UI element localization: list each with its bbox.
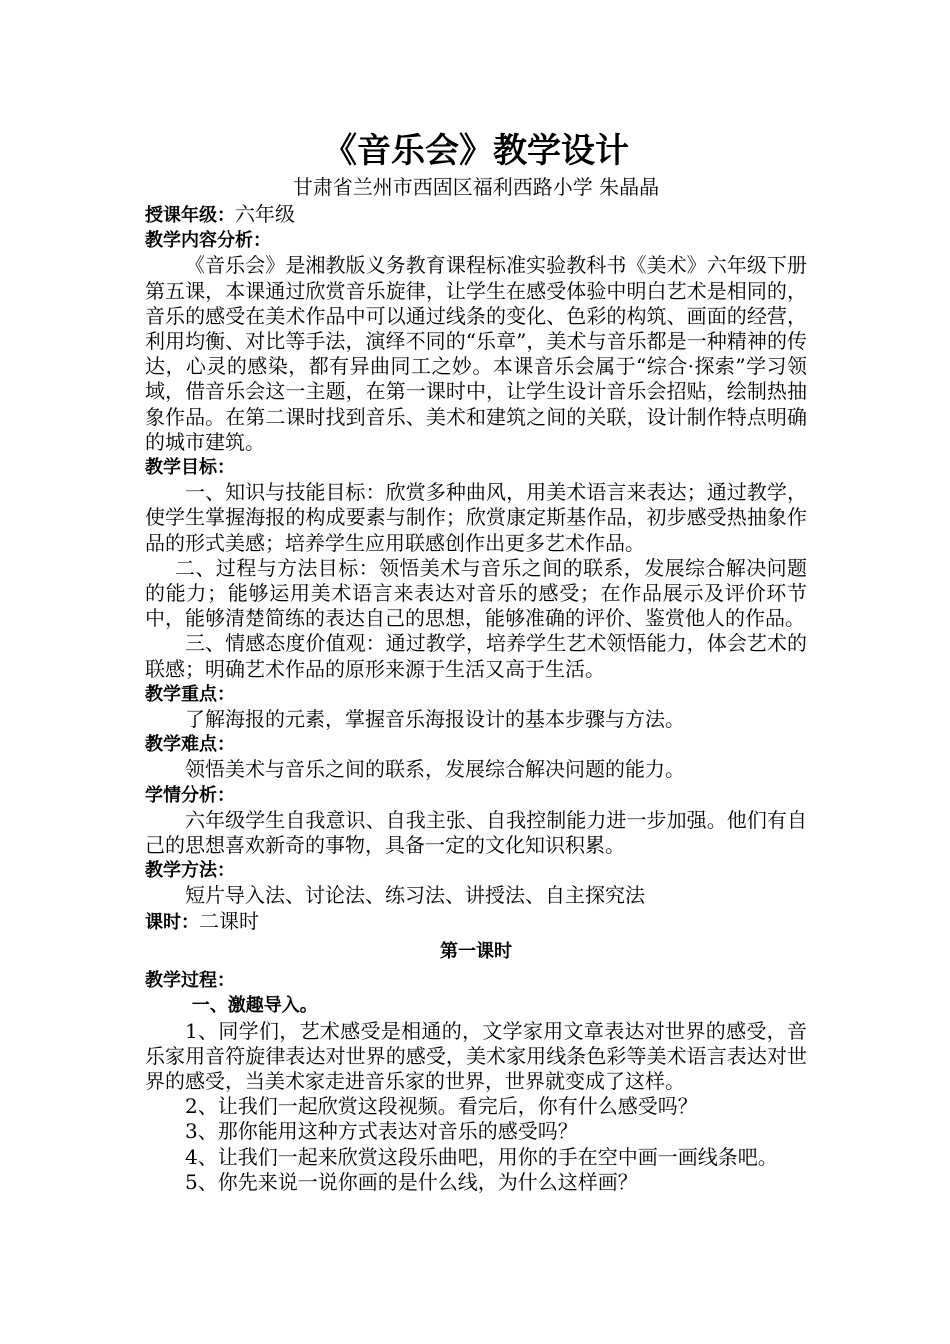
student-analysis-heading: 学情分析： [145,784,235,806]
grade-row [145,202,807,228]
document-content [145,128,807,1195]
author-line: 甘肃省兰州市西固区福利西路小学 朱晶晶 [292,175,660,199]
goals-heading: 教学目标： [145,457,235,479]
process-step: 2、让我们一起欣赏这段视频。看完后，你有什么感受吗？ [185,1094,698,1119]
process-step: 1、同学们，艺术感受是相通的，文学家用文章表达对世界的感受，音乐家用音符旋律表达对世界的感受，美术家用线条色彩等美术语言表达对世界的感受，当美术家走进音乐家的世界，世界就变成了这样。 [145,1018,807,1093]
lesson-title: 第一课时 [440,940,512,962]
grade-label: 授课年级： [145,205,235,226]
key-point-text: 了解海报的元素，掌握音乐海报设计的基本步骤与方法。 [185,707,685,732]
content-analysis-heading: 教学内容分析： [145,230,271,252]
student-analysis-text: 六年级学生自我意识、自我主张、自我控制能力进一步加强。他们有自己的思想喜欢新奇的事物，具备一定的文化知识积累。 [145,807,807,858]
goal-item-knowledge: 一、知识与技能目标：欣赏多种曲风，用美术语言来表达；通过教学，使学生掌握海报的构成要素与制作；欣赏康定斯基作品，初步感受热抽象作品的形式美感；培养学生应用联感创作出更多艺术作品。 [145,480,807,555]
grade-value: 六年级 [235,202,295,226]
periods-value: 二课时 [199,908,259,933]
goal-item-process: 二、过程与方法目标：领悟美术与音乐之间的联系，发展综合解决问题的能力；能够运用美术语言来表达对音乐的感受；在作品展示及评价环节中，能够清楚简练的表达自己的思想，能够准确的评价、鉴赏他人的作品。 [145,555,807,631]
process-heading: 教学过程： [145,970,235,992]
methods-text: 短片导入法、讨论法、练习法、讲授法、自主探究法 [185,883,645,908]
periods-row [145,909,807,935]
key-point-heading: 教学重点： [145,683,235,705]
difficulty-heading: 教学难点： [145,734,235,756]
process-step: 3、那你能用这种方式表达对音乐的感受吗？ [185,1119,578,1144]
content-analysis-text: 《音乐会》是湘教版义务教育课程标准实验教科书《美术》六年级下册第五课，本课通过欣赏音乐旋律，让学生在感受体验中明白艺术是相同的，音乐的感受在美术作品中可以通过线条的变化、色彩的构筑、画面的经营，利用均衡、对比等手法，演绎不同的“乐章”，美术与音乐都是一种精神的传达，心灵的感染，都有异曲同工之妙。本课音乐会属于“综合·探索”学习领域，借音乐会这一主题，在第一课时中，让学生设计音乐会招贴，绘制热抽象作品。在第二课时找到音乐、美术和建筑之间的关联，设计制作特点明确的城市建筑。 [145,253,807,454]
document-title: 《音乐会》教学设计 [323,131,629,171]
difficulty-text: 领悟美术与音乐之间的联系，发展综合解决问题的能力。 [185,757,685,782]
goal-item-attitude: 三、情感态度价值观：通过教学，培养学生艺术领悟能力，体会艺术的联感；明确艺术作品的原形来源于生活又高于生活。 [145,631,807,681]
process-step: 5、你先来说一说你画的是什么线，为什么这样画？ [185,1169,638,1194]
process-section-title: 一、激趣导入。 [191,995,318,1017]
process-step: 4、让我们一起来欣赏这段乐曲吧，用你的手在空中画一画线条吧。 [185,1144,778,1169]
periods-label: 课时： [145,911,199,933]
methods-heading: 教学方法： [145,860,235,882]
process-steps [145,1019,807,1195]
